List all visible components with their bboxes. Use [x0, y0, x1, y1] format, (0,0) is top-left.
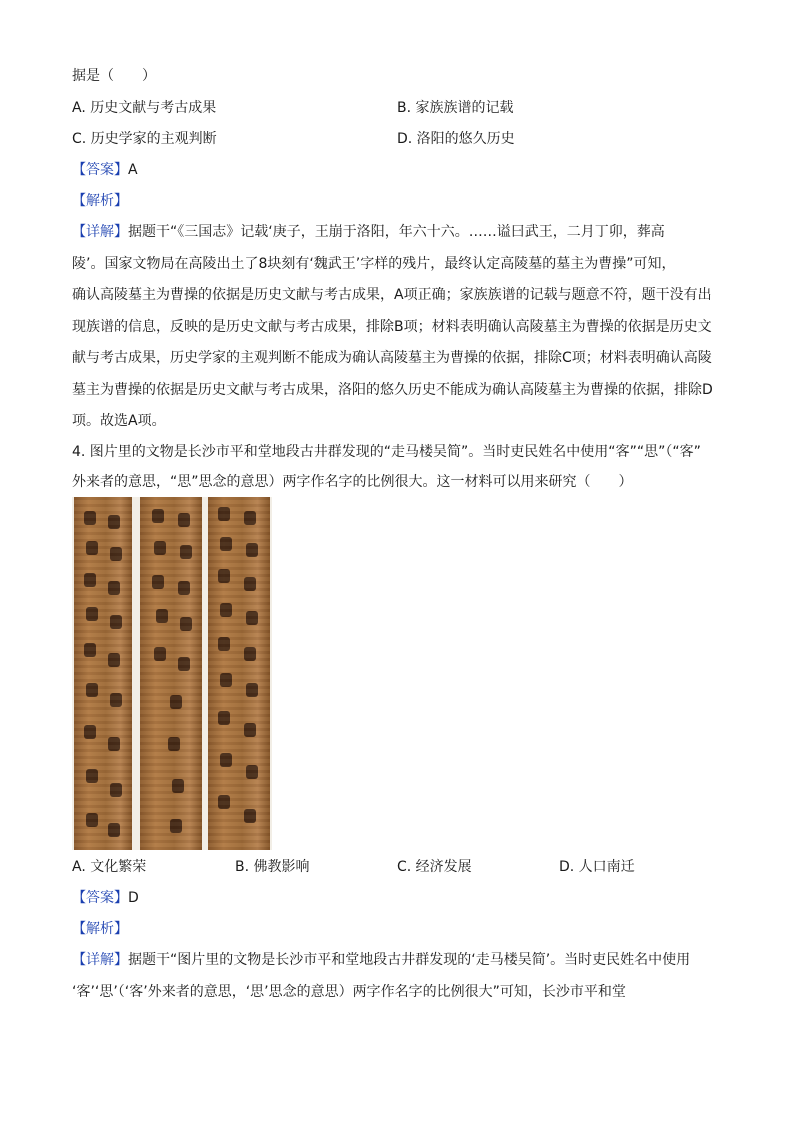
- q4-stem-line1: 4. 图片里的文物是长沙市平和堂地段古井群发现的“走马楼吴简”。当时吏民姓名中使用“客”“思”（“客”: [72, 444, 701, 460]
- detail-label: 【详解】: [72, 952, 128, 968]
- q3-analysis-label: 【解析】: [72, 193, 128, 209]
- bamboo-slip: [208, 497, 270, 850]
- answer-value: A: [128, 162, 138, 178]
- q3-option-c: C. 历史学家的主观判断: [72, 131, 217, 147]
- answer-value: D: [128, 890, 139, 906]
- q4-option-c: C. 经济发展: [397, 859, 472, 875]
- detail-line: ‘客’‘思’（‘客’外来者的意思，‘思’思念的意思）两字作名字的比例很大”可知，长沙市平和堂: [72, 983, 626, 1000]
- detail-label: 【详解】: [72, 224, 128, 240]
- answer-label: 【答案】: [72, 162, 128, 178]
- bamboo-slip: [140, 497, 202, 850]
- bamboo-slip: [74, 497, 132, 850]
- detail-line: 墓主为曹操的依据是历史文献与考古成果，洛阳的悠久历史不能成为确认高陵墓主为曹操的依据，排除D: [72, 381, 713, 398]
- detail-line: 确认高陵墓主为曹操的依据是历史文献与考古成果，A项正确；家族族谱的记载与题意不符，题干没有出: [72, 287, 712, 303]
- q3-detail: [72, 217, 724, 438]
- q4-stem-line2: 外来者的意思，“思”思念的意思）两字作名字的比例很大。这一材料可以用来研究（ ）: [72, 474, 633, 490]
- q3-option-d: D. 洛阳的悠久历史: [397, 131, 515, 147]
- detail-line: 【详解】据题干“图片里的文物是长沙市平和堂地段古井群发现的‘走马楼吴简’。当时吏民姓名中使用: [72, 952, 691, 968]
- q3-option-b: B. 家族族谱的记载: [397, 100, 514, 116]
- q3-option-a: A. 历史文献与考古成果: [72, 100, 217, 116]
- detail-line: 献与考古成果，历史学家的主观判断不能成为确认高陵墓主为曹操的依据，排除C项；材料表明确认高陵: [72, 350, 712, 366]
- q4-answer: [72, 888, 139, 908]
- q3-answer: [72, 160, 138, 180]
- detail-line: 【详解】据题干“《三国志》记载‘庚子，王崩于洛阳，年六十六。……谥曰武王，二月丁卯，葬高: [72, 224, 665, 240]
- q4-analysis-label: 【解析】: [72, 921, 128, 937]
- q4-option-d: D. 人口南迁: [559, 859, 635, 875]
- q4-option-b: B. 佛教影响: [235, 859, 310, 875]
- bamboo-slips-photo: [72, 497, 272, 850]
- q3-stem-end: 据是（ ）: [72, 68, 156, 84]
- detail-line: 现族谱的信息，反映的是历史文献与考古成果，排除B项；材料表明确认高陵墓主为曹操的依据是历史文: [72, 318, 712, 335]
- q4-detail: [72, 945, 724, 1008]
- answer-label: 【答案】: [72, 890, 128, 906]
- detail-line: 陵’。国家文物局在高陵出土了8块刻有‘魏武王’字样的残片，最终认定高陵墓的墓主为曹操”可知，: [72, 255, 676, 272]
- detail-line: 项。故选A项。: [72, 413, 166, 429]
- q4-option-a: A. 文化繁荣: [72, 859, 147, 875]
